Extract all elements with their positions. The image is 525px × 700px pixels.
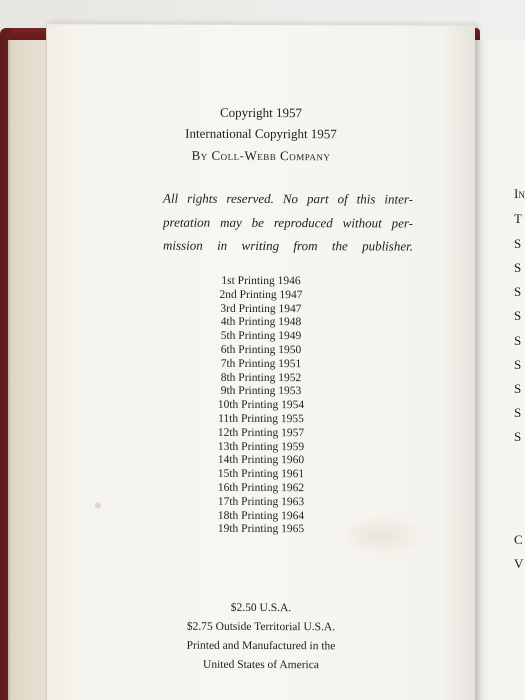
international-copyright: International Copyright 1957 <box>185 125 337 142</box>
facing-page-letter: S <box>514 333 522 348</box>
copyright-page <box>46 23 475 700</box>
printing-history <box>47 274 475 538</box>
rights-line: All rights reserved. No part of this inter- <box>163 190 413 207</box>
printing-entry: 8th Printing 1952 <box>220 371 302 384</box>
printing-entry: 5th Printing 1949 <box>220 330 302 343</box>
rights-statement <box>163 187 413 258</box>
paper-spot <box>95 502 101 508</box>
printing-entry: 3rd Printing 1947 <box>220 302 302 315</box>
manufactured-line-2: United States of America <box>203 658 319 672</box>
printing-entry: 19th Printing 1965 <box>217 523 305 536</box>
rights-line: pretation may be reproduced without per- <box>163 214 413 231</box>
printing-entry: 7th Printing 1951 <box>220 357 302 370</box>
printing-entry: 1st Printing 1946 <box>221 274 301 288</box>
printing-entry: 17th Printing 1963 <box>217 495 305 508</box>
price-block <box>47 598 475 675</box>
facing-page-letter: S <box>514 429 522 444</box>
facing-page-letter: S <box>514 284 522 299</box>
printing-entry: 14th Printing 1960 <box>217 454 305 467</box>
facing-page-letter: S <box>514 236 522 251</box>
facing-page-letter: S <box>514 260 522 275</box>
printing-entry: 13th Printing 1959 <box>217 440 305 453</box>
printing-entry: 11th Printing 1955 <box>218 412 304 426</box>
printing-entry: 12th Printing 1957 <box>217 426 305 439</box>
manufactured-line-1: Printed and Manufactured in the <box>186 639 336 653</box>
printing-entry: 18th Printing 1964 <box>217 509 305 522</box>
price-usa: $2.50 U.S.A. <box>230 601 292 615</box>
facing-page-letter: V <box>514 556 524 571</box>
printing-entry: 16th Printing 1962 <box>217 481 305 495</box>
printing-entry: 9th Printing 1953 <box>220 385 302 398</box>
facing-page-letter: In <box>514 186 525 201</box>
endpaper <box>8 40 50 700</box>
facing-page-letter: T <box>514 211 522 226</box>
printing-entry: 4th Printing 1948 <box>220 316 302 329</box>
printing-entry: 15th Printing 1961 <box>217 468 305 481</box>
facing-page-letter: C <box>514 532 523 547</box>
printing-entry: 10th Printing 1954 <box>217 399 305 412</box>
copyright-year: Copyright 1957 <box>220 104 302 121</box>
publisher-line: By Coll-Webb Company <box>191 147 331 164</box>
facing-page-letter: S <box>514 405 522 420</box>
facing-page-letter: S <box>514 381 522 396</box>
rights-line: mission in writing from the publisher. <box>163 237 413 254</box>
facing-page-letter: S <box>514 308 522 323</box>
price-outside: $2.75 Outside Territorial U.S.A. <box>186 620 336 634</box>
paper-stain <box>337 515 427 555</box>
facing-page-letter: S <box>514 357 522 372</box>
printing-entry: 2nd Printing 1947 <box>219 288 303 301</box>
printing-entry: 6th Printing 1950 <box>220 343 302 357</box>
